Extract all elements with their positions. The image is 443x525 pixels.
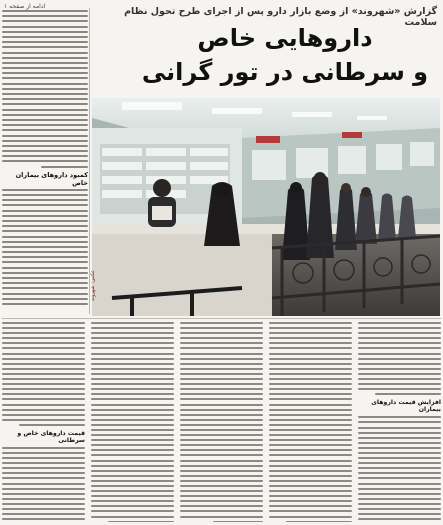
body-text-block [2,189,88,306]
body-text-block [180,322,263,522]
column-5 [2,322,85,522]
body-text-block [2,10,88,168]
column-divider [89,8,90,314]
body-text-block [91,322,174,522]
bottom-columns [2,322,441,522]
headline-line-1: داروهایی خاص [197,24,373,52]
pharmacy-photo [92,98,440,316]
column-1 [358,322,441,522]
body-text-block [358,322,441,395]
body-text-block [2,322,85,426]
column-subhead: قیمت داروهای خاص و سرطانی [17,429,85,444]
photo-credit: عکس: شهروند [90,270,96,302]
headline-line-2: و سرطانی در تور گرانی [141,58,429,86]
pharmacy-scene [92,98,440,316]
body-text-block [2,447,85,522]
body-text-block [269,322,352,522]
column-3 [180,322,263,522]
article-kicker: گزارش «شهروند» از وضع بازار دارو پس از اجرای طرح تحول نظام سلامت [124,6,437,28]
left-subhead-1: کمبود داروهای بیماران خاص [15,170,88,187]
column-2 [269,322,352,522]
left-text-column [2,10,88,306]
column-subhead: افزایش قیمت داروهای بیماران [371,399,441,414]
section-divider [2,318,441,319]
continuation-label: ادامه از صفحه ۱ [4,3,46,10]
body-text-block [358,416,441,522]
column-4 [91,322,174,522]
